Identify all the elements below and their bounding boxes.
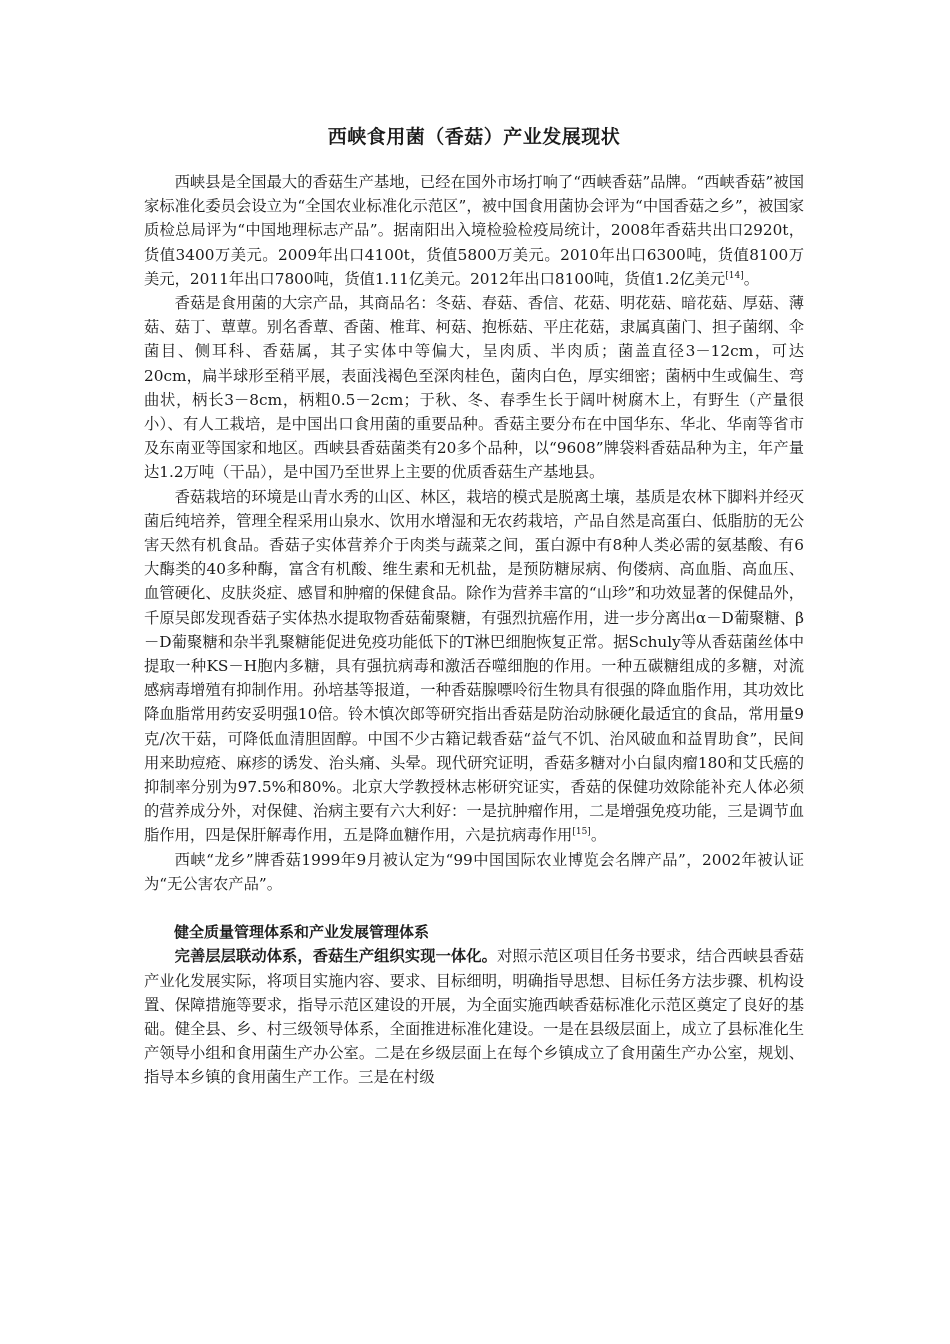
section-paragraph: [144, 944, 804, 1089]
citation-ref: [15]: [572, 827, 591, 838]
paragraph-tail: 。: [743, 269, 760, 288]
paragraph-2: [144, 291, 804, 485]
page-title: 西峡食用菌（香菇）产业发展现状: [327, 126, 621, 148]
paragraph-text: 对照示范区项目任务书要求，结合西峡县香菇产业化发展实际，将项目实施内容、要求、目标细明，明确指导思想、目标任务方法步骤、机构设置、保障措施等要求，指导示范区建设的开展，为全面实施西峡香菇标准化示范区奠定了良好的基础。健全县、乡、村三级领导体系，全面推进标准化建设。一是在县级层面上，成立了县标准化生产领导小组和食用菌生产办公室。二是在乡级层面上在每个乡镇成立了食用菌生产办公室，规划、指导本乡镇的食用菌生产工作。三是在村级: [144, 947, 804, 1087]
paragraph-1: [144, 170, 804, 291]
paragraph-4: [144, 848, 804, 896]
document-page: [144, 116, 804, 1090]
paragraph-text: 香菇栽培的环境是山青水秀的山区、林区，栽培的模式是脱离土壤，基质是农林下脚料并经灭菌后纯培养，管理全程采用山泉水、饮用水增湿和无农药栽培，产品自然是高蛋白、低脂肪的无公害天然有机食品。香菇子实体营养介于肉类与蔬菜之间，蛋白源中有8种人类必需的氨基酸、有6大酶类的40多种酶，富含有机酸、维生素和无机盐，是预防糖尿病、佝偻病、高血脂、高血压、血管硬化、皮肤炎症、感冒和肿瘤的保健食品。除作为营养丰富的“山珍”和功效显著的保健品外，千原吴郎发现香菇子实体热水提取物香菇葡聚糖，有强烈抗癌作用，进一步分离出α－D葡聚糖、β－D葡聚糖和杂半乳聚糖能促进免疫功能低下的T淋巴细胞恢复正常。据Schuly等从香菇菌丝体中提取一种KS－H胞内多糖，具有强抗病毒和激活吞噬细胞的作用。一种五碳糖组成的多糖，对流感病毒增殖有抑制作用。孙培基等报道，一种香菇腺嘌呤衍生物具有很强的降血脂作用，其功效比降血脂常用药安妥明强10倍。铃木慎次郎等研究指出香菇是防治动脉硬化最适宜的食品，常用量9克/次干菇，可降低血清胆固醇。中国不少古籍记载香菇“益气不饥、治风破血和益胃助食”，民间用来助痘疮、麻疹的诱发、治头痛、头晕。现代研究证明，香菇多糖对小白鼠肉瘤180和艾氏癌的抑制率分别为97.5%和80%。北京大学教授林志彬研究证实，香菇的保健功效除能补充人体必须的营养成分外，对保健、治病主要有六大利好：一是抗肿瘤作用，二是增强免疫功能，三是调节血脂作用，四是保肝解毒作用，五是降血糖作用，六是抗病毒作用: [144, 487, 804, 845]
paragraph-tail: 。: [590, 826, 607, 845]
citation-ref: [14]: [725, 270, 744, 281]
paragraph-3: [144, 485, 804, 848]
paragraph-lead: 完善层层联动体系，香菇生产组织实现一体化。: [174, 947, 497, 966]
section-heading: 健全质量管理体系和产业发展管理体系: [174, 923, 430, 942]
paragraph-text: 香菇是食用菌的大宗产品，其商品名：冬菇、春菇、香信、花菇、明花菇、暗花菇、厚菇、薄菇、菇丁、蕈蕈。别名香蕈、香菌、椎茸、柯菇、抱栎菇、平庄花菇，隶属真菌门、担子菌纲、伞菌目、侧耳科、香菇属，其子实体中等偏大，呈肉质、半肉质；菌盖直径3－12cm，可达20cm，扁半球形至稍平展，表面浅褐色至深肉桂色，菌肉白色，厚实细密；菌柄中生或偏生、弯曲状，柄长3－8cm，柄粗0.5－2cm；于秋、冬、春季生长于阔叶树腐木上，有野生（产量很小）、有人工栽培，是中国出口食用菌的重要品种。香菇主要分布在中国华东、华北、华南等省市及东南亚等国家和地区。西峡县香菇菌类有20多个品种，以“9608”牌袋料香菇品种为主，年产量达1.2万吨（干品），是中国乃至世界上主要的优质香菇生产基地县。: [144, 294, 804, 482]
paragraph-text: 西峡县是全国最大的香菇生产基地，已经在国外市场打响了“西峡香菇”品牌。“西峡香菇”被国家标准化委员会设立为“全国农业标准化示范区”，被中国食用菌协会评为“中国香菇之乡”，被国家质检总局评为“中国地理标志产品”。据南阳出入境检验检疫局统计，2008年香菇共出口2920t，货值3400万美元。2009年出口4100t，货值5800万美元。2010年出口6300吨，货值8100万美元，2011年出口7800吨，货值1.11亿美元。2012年出口8100吨，货值1.2亿美元: [144, 173, 804, 288]
paragraph-text: 西峡“龙乡”牌香菇1999年9月被认定为“99中国国际农业博览会名牌产品”，2002年被认证为“无公害农产品”。: [144, 850, 804, 893]
